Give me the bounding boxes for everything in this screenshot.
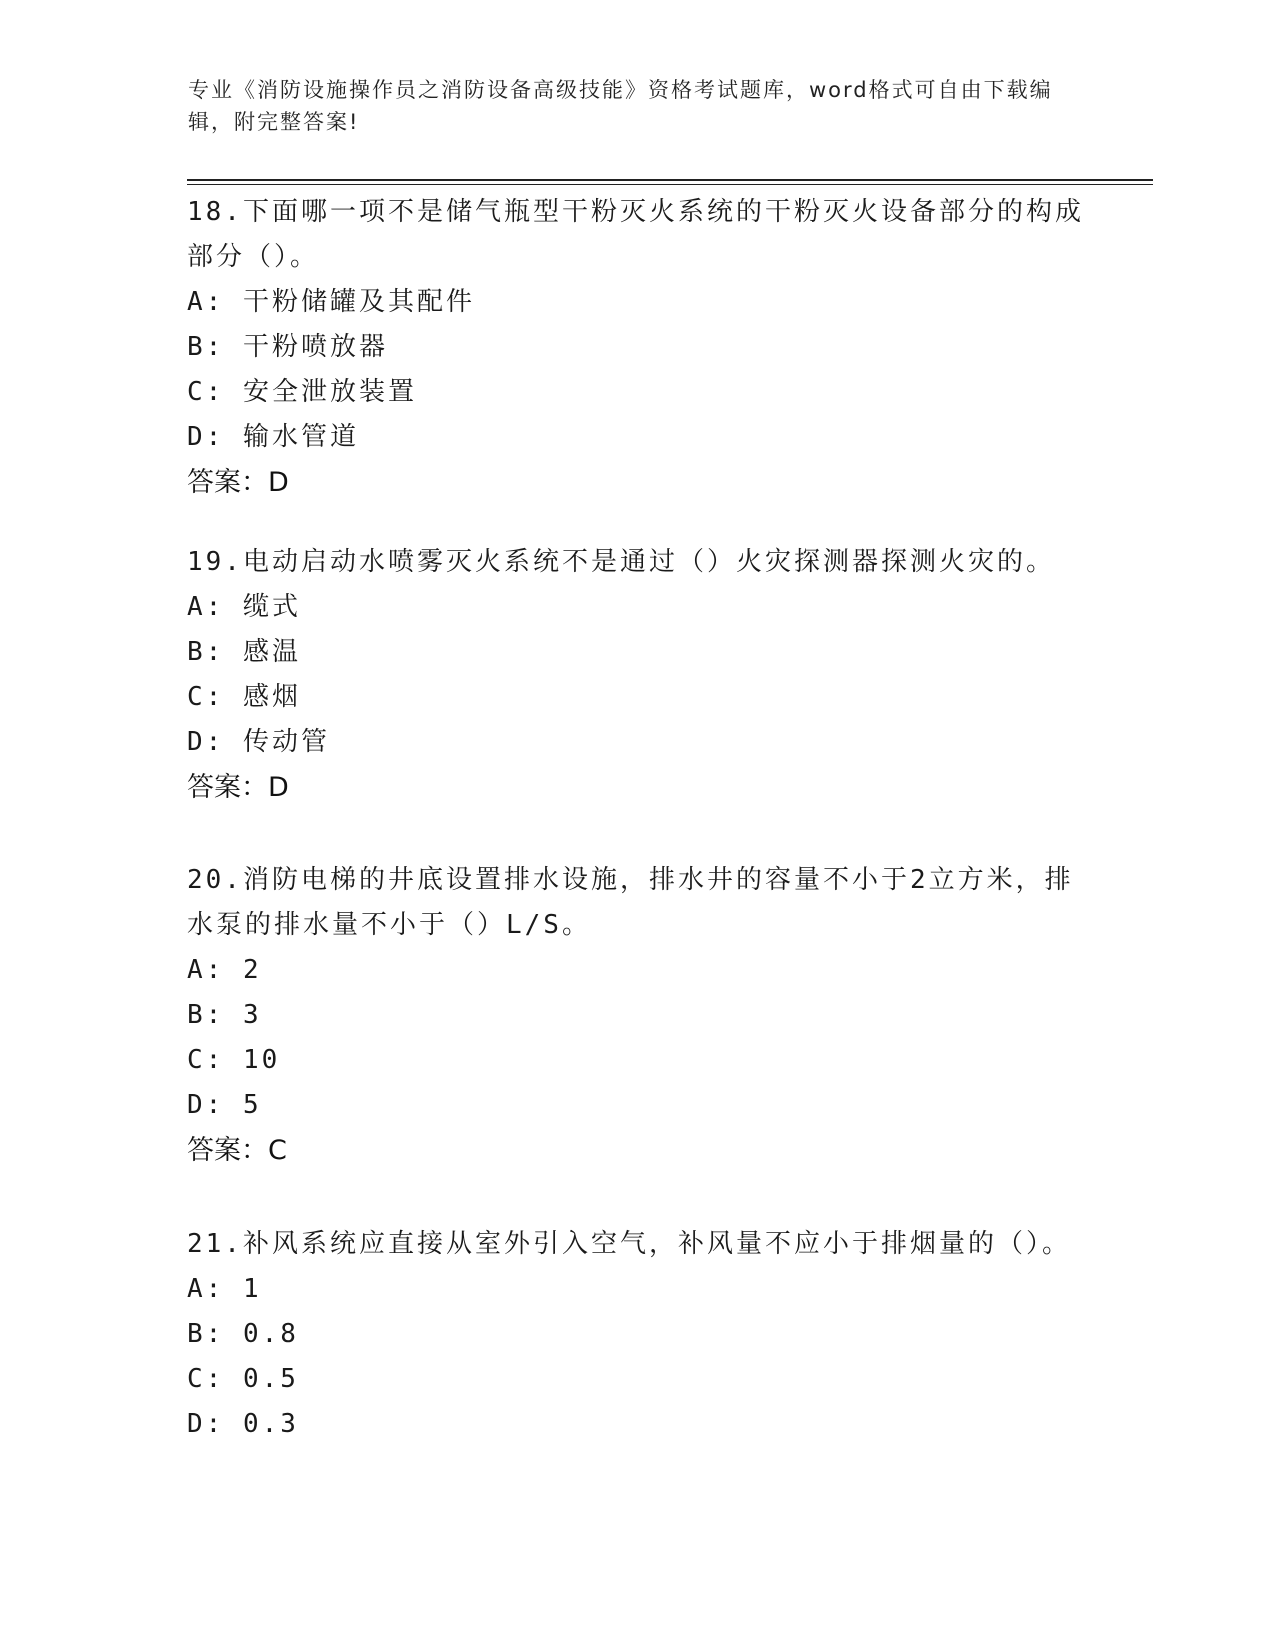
option-d: D: 5 (187, 1090, 262, 1120)
question-stem: 18.下面哪一项不是储气瓶型干粉灭火系统的干粉灭火设备部分的构成部分（）。 (187, 197, 1084, 272)
answer: 答案：D (187, 467, 289, 498)
option-c: C: 安全泄放装置 (187, 377, 417, 407)
option-b: B: 3 (187, 1000, 262, 1030)
question-20 (187, 858, 1087, 1173)
option-d: D: 传动管 (187, 727, 330, 757)
option-c: C: 10 (187, 1045, 281, 1075)
header-divider-thin (187, 184, 1153, 185)
question-stem: 19.电动启动水喷雾灭火系统不是通过（）火灾探测器探测火灾的。 (187, 547, 1055, 577)
option-d: D: 输水管道 (187, 422, 359, 452)
question-stem: 21.补风系统应直接从室外引入空气，补风量不应小于排烟量的（）。 (187, 1229, 1071, 1259)
question-21 (187, 1222, 1087, 1447)
question-stem: 20.消防电梯的井底设置排水设施，排水井的容量不小于2立方米，排水泵的排水量不小于（）L/S。 (187, 865, 1074, 940)
header-divider-thick (187, 179, 1153, 181)
answer: 答案：D (187, 772, 289, 803)
option-b: B: 干粉喷放器 (187, 332, 388, 362)
option-c: C: 0.5 (187, 1364, 299, 1394)
option-d: D: 0.3 (187, 1409, 299, 1439)
option-b: B: 0.8 (187, 1319, 299, 1349)
question-18 (187, 190, 1087, 505)
option-a: A: 缆式 (187, 592, 301, 622)
option-a: A: 干粉储罐及其配件 (187, 287, 475, 317)
answer: 答案：C (187, 1135, 287, 1166)
option-b: B: 感温 (187, 637, 301, 667)
document-header: 专业《消防设施操作员之消防设备高级技能》资格考试题库，word格式可自由下载编辑，附完整答案! (188, 78, 1053, 134)
option-a: A: 2 (187, 955, 262, 985)
option-a: A: 1 (187, 1274, 262, 1304)
question-19 (187, 540, 1087, 810)
option-c: C: 感烟 (187, 682, 301, 712)
